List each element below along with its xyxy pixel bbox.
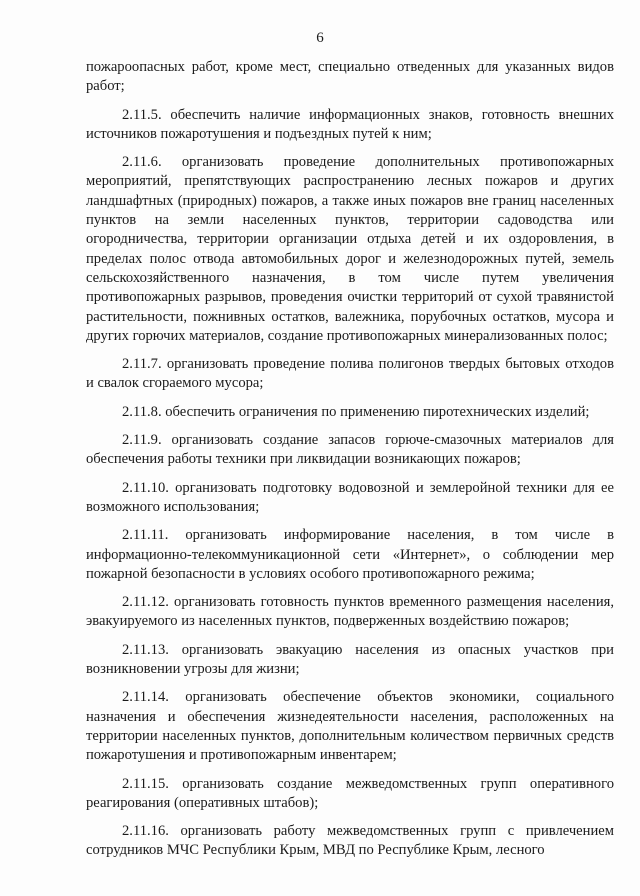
paragraph-2-11-6: 2.11.6. организовать проведение дополнительных противопожарных мероприятий, препятствующих распространению лесных пожаров и других ландшафтных (природных) пожаров, а также иных пожаров вне границ населенных пунктов на земли населенных пунктов, территории садоводства или огородничества, территории организации отдыха детей и их оздоровления, в пределах полос отвода автомобильных дорог и железнодорожных путей, земель сельскохозяйственного назначения, в том числе путем увеличения противопожарных разрывов, проведения очистки территорий от сухой травянистой растительности, пожнивных остатков, валежника, порубочных остатков, мусора и других горючих материалов, создание противопожарных минерализованных полос; (86, 154, 614, 344)
paragraph-2-11-15: 2.11.15. организовать создание межведомственных групп оперативного реагирования (оперативных штабов); (86, 775, 614, 811)
paragraph-2-11-14: 2.11.14. организовать обеспечение объектов экономики, социального назначения и обеспечения жизнедеятельности населения, расположенных на территории населенных пунктов, дополнительным количеством первичных средств пожаротушения и противопожарным инвентарем; (86, 689, 614, 764)
paragraph-2-11-13: 2.11.13. организовать эвакуацию населения из опасных участков при возникновении угрозы для жизни; (86, 641, 614, 678)
paragraph-2-11-5: 2.11.5. обеспечить наличие информационных знаков, готовность внешних источников пожаротушения и подъездных путей к ним; (86, 106, 614, 142)
paragraph-2-11-16: 2.11.16. организовать работу межведомственных групп с привлечением сотрудников МЧС Республики Крым, МВД по Республике Крым, лесного (86, 823, 614, 859)
paragraph-2-11-12: 2.11.12. организовать готовность пунктов временного размещения населения, эвакуируемого из населенных пунктов, подверженных воздействию пожаров; (86, 594, 614, 630)
document-body (86, 58, 614, 870)
paragraph-2-11-11: 2.11.11. организовать информирование населения, в том числе в информационно-телекоммуникационной сети «Интернет», о соблюдении мер пожарной безопасности в условиях особого противопожарного режима; (86, 527, 614, 582)
paragraph-2-11-7: 2.11.7. организовать проведение полива полигонов твердых бытовых отходов и свалок сгораемого мусора; (86, 356, 614, 392)
paragraph-2-11-10: 2.11.10. организовать подготовку водовозной и землеройной техники для ее возможного использования; (86, 479, 614, 515)
page-number: 6 (316, 30, 324, 46)
paragraph-2-11-8: 2.11.8. обеспечить ограничения по применению пиротехнических изделий; (122, 403, 590, 420)
paragraph-2-11-9: 2.11.9. организовать создание запасов горюче-смазочных материалов для обеспечения работы техники при ликвидации возникающих пожаров; (86, 432, 614, 468)
paragraph-continuation: пожароопасных работ, кроме мест, специально отведенных для указанных видов работ; (86, 59, 614, 95)
